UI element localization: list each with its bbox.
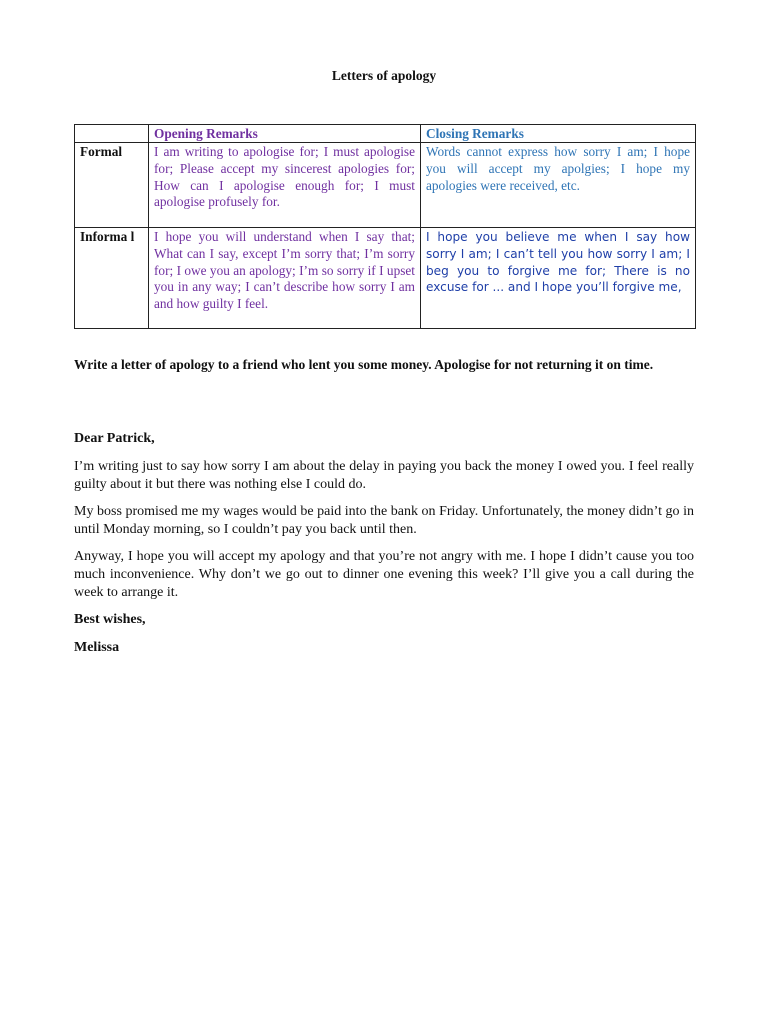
- row-label-informal: [75, 228, 149, 329]
- letter-paragraph-3: Anyway, I hope you will accept my apology and that you’re not angry with me. I hope I didn’t cause you too much inconvenience. Why don’t we go out to dinner one evening this week? I’ll give you a call during the week to arrange it.: [74, 549, 694, 600]
- cell-formal-closing: Words cannot express how sorry I am; I hope you will accept my apolgies; I hope my apologies were received, etc.: [421, 143, 696, 228]
- table-row-formal: [75, 143, 696, 228]
- letter-paragraph-1: I’m writing just to say how sorry I am about the delay in paying you back the money I owed you. I feel really guilty about it but there was nothing else I could do.: [74, 459, 694, 492]
- row-label-informal-text: Informa l: [80, 229, 135, 244]
- letter-closing: Best wishes,: [74, 612, 146, 627]
- cell-informal-closing: I hope you believe me when I say how sorry I am; I can’t tell you how sorry I am; I beg you to forgive me for; There is no excuse for ... and I hope you’ll forgive me,: [421, 228, 696, 329]
- cell-informal-opening: I hope you will understand when I say that; What can I say, except I’m sorry that; I’m sorry for; I owe you an apology; I’m so sorry if I upset you in any way; I can’t describe how sorry I am and how guilty I feel.: [149, 228, 421, 329]
- remarks-table: [74, 124, 696, 329]
- task-instructions: Write a letter of apology to a friend who lent you some money. Apologise for not returning it on time.: [74, 357, 654, 372]
- table-header-opening: Opening Remarks: [149, 125, 421, 143]
- cell-formal-opening: I am writing to apologise for; I must apologise for; Please accept my sincerest apologies for; How can I apologise enough for; I must apologise profusely for.: [149, 143, 421, 228]
- letter-signature: Melissa: [74, 640, 120, 655]
- table-row-informal: [75, 228, 696, 329]
- table-header-empty: [75, 125, 149, 143]
- table-header-row: [75, 125, 696, 143]
- sample-letter: [74, 430, 694, 666]
- letter-paragraph-2: My boss promised me my wages would be paid into the bank on Friday. Unfortunately, the money didn’t go in until Monday morning, so I couldn’t pay you back until then.: [74, 504, 694, 537]
- row-label-formal: Formal: [75, 143, 149, 228]
- table-header-closing: Closing Remarks: [421, 125, 696, 143]
- page-title: Letters of apology: [331, 68, 437, 83]
- letter-salutation: Dear Patrick,: [74, 431, 155, 446]
